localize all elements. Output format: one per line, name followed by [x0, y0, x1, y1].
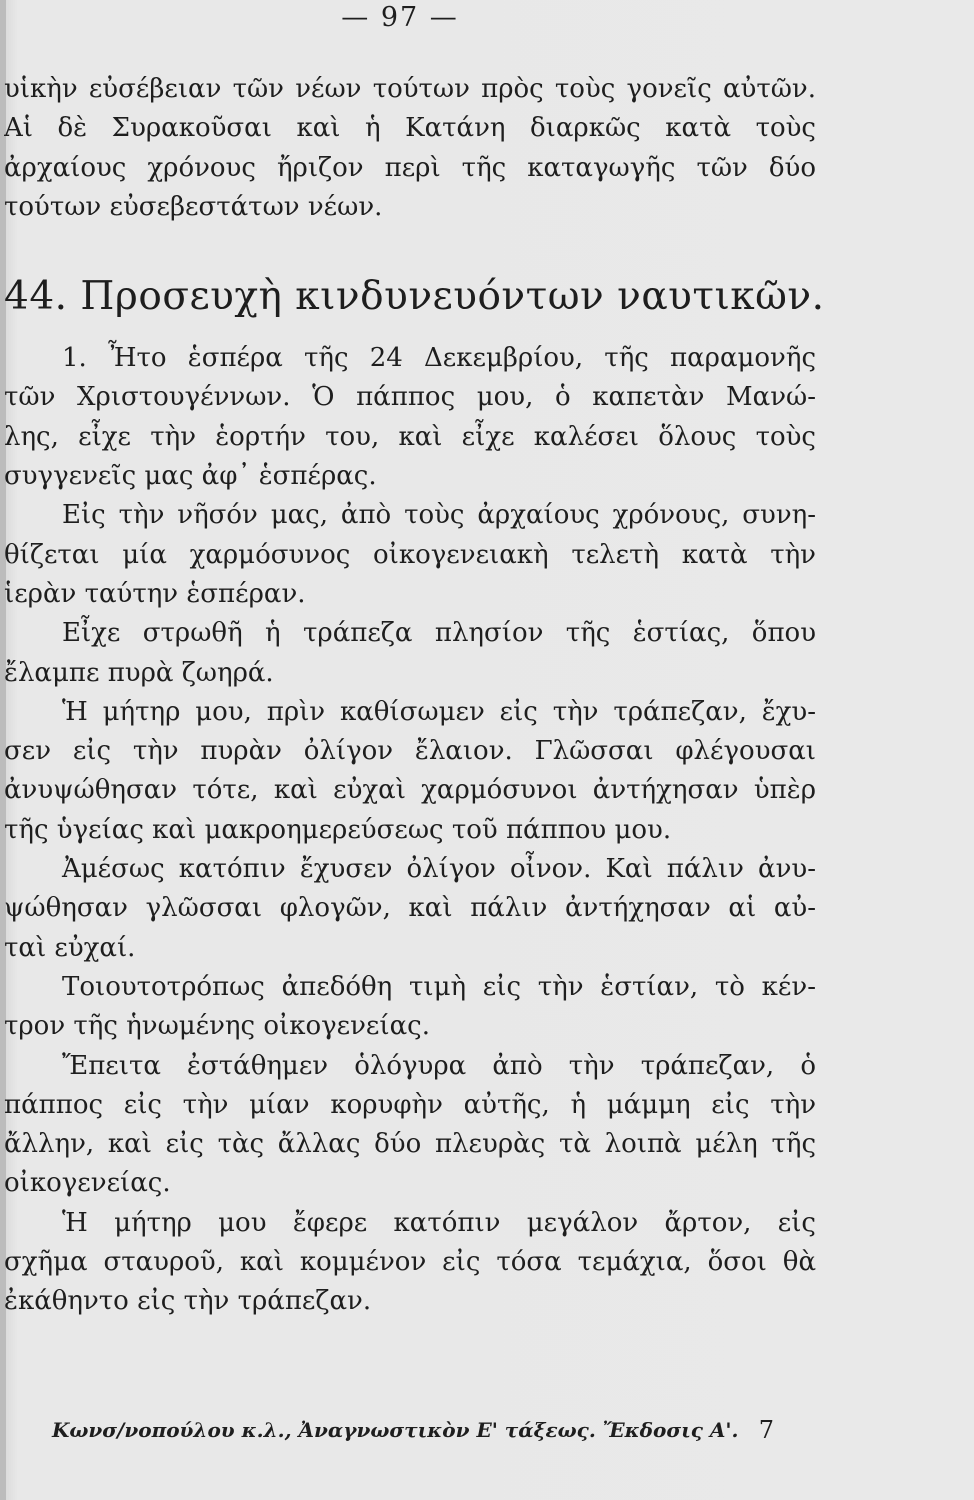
text-line: Ἀμέσως κατόπιν ἔχυσεν ὀλίγον οἶνον. Καὶ πάλιν ἀνυ- — [62, 854, 816, 885]
text-line: Ἔπειτα ἐστάθημεν ὁλόγυρα ἀπὸ τὴν τράπεζαν, ὁ — [62, 1050, 816, 1081]
text-line: Εἰς τὴν νῆσόν μας, ἀπὸ τοὺς ἀρχαίους χρόνους, συνη- — [62, 500, 816, 531]
text-line: Αἱ δὲ Συρακοῦσαι καὶ ἡ Κατάνη διαρκῶς κατὰ τοὺς — [4, 113, 816, 144]
text-line: ἱερὰν ταύτην ἑσπέραν. — [4, 578, 306, 609]
text-line: πάππος εἰς τὴν μίαν κορυφὴν αὐτῆς, ἡ μάμμη εἰς τὴν — [4, 1089, 816, 1120]
text-line: Εἶχε στρωθῆ ἡ τράπεζα πλησίον τῆς ἑστίας, ὅπου — [62, 618, 816, 649]
text-line: οἰκογενείας. — [4, 1168, 171, 1199]
page-text — [4, 70, 825, 1322]
footer-citation: Κωνσ/νοπούλου κ.λ., Ἀναγνωστικὸν Ε' τάξεως. Ἔκδοσις Α'. — [52, 1418, 739, 1442]
heading-spacer — [4, 227, 816, 247]
text-line: λης, εἶχε τὴν ἑορτήν του, καὶ εἶχε καλέσει ὅλους τοὺς — [4, 421, 816, 452]
text-line: θίζεται μία χαρμόσυνος οἰκογενειακὴ τελετὴ κατὰ τὴν — [4, 539, 816, 570]
text-line: Ἡ μήτηρ μου, πρὶν καθίσωμεν εἰς τὴν τράπεζαν, ἔχυ- — [62, 696, 816, 727]
text-line: 1. Ἦτο ἑσπέρα τῆς 24 Δεκεμβρίου, τῆς παραμονῆς — [62, 343, 816, 374]
text-line: συγγενεῖς μας ἀφ᾽ ἑσπέρας. — [4, 461, 377, 492]
printer-signature-mark: 7 — [758, 1416, 774, 1444]
text-line: Τοιουτοτρόπως ἀπεδόθη τιμὴ εἰς τὴν ἑστίαν, τὸ κέν- — [62, 971, 816, 1002]
footer-signature-line — [52, 1418, 812, 1442]
text-line: ἄλλην, καὶ εἰς τὰς ἄλλας δύο πλευρὰς τὰ λοιπὰ μέλη τῆς — [4, 1129, 816, 1160]
text-line: ἐκάθηντο εἰς τὴν τράπεζαν. — [4, 1286, 372, 1317]
text-line: ἔλαμπε πυρὰ ζωηρά. — [4, 657, 274, 688]
text-line: ταὶ εὐχαί. — [4, 932, 136, 963]
text-line: ἀρχαίους χρόνους ἤριζον περὶ τῆς καταγωγῆς τῶν δύο — [4, 152, 816, 183]
text-line: τῆς ὑγείας καὶ μακροημερεύσεως τοῦ πάππου μου. — [4, 814, 672, 845]
text-line: τρον τῆς ἡνωμένης οἰκογενείας. — [4, 1011, 430, 1042]
page-number: — 97 — — [341, 2, 459, 33]
text-line: τούτων εὐσεβεστάτων νέων. — [4, 191, 383, 222]
text-line: υἱκὴν εὐσέβειαν τῶν νέων τούτων πρὸς τοὺς γονεῖς αὐτῶν. — [4, 74, 816, 104]
text-line: ψώθησαν γλῶσσαι φλογῶν, καὶ πάλιν ἀντήχησαν αἱ αὐ- — [4, 893, 816, 924]
section-title: 44. Προσευχὴ κινδυνευόντων ναυτικῶν. — [4, 274, 825, 320]
section-body — [4, 339, 816, 1321]
text-line: σεν εἰς τὴν πυρὰν ὀλίγον ἔλαιον. Γλῶσσαι φλέγουσαι — [4, 736, 816, 767]
text-line: ἀνυψώθησαν τότε, καὶ εὐχαὶ χαρμόσυνοι ἀντήχησαν ὑπὲρ — [4, 775, 816, 806]
intro-paragraph — [4, 70, 816, 227]
text-line: Ἡ μήτηρ μου ἔφερε κατόπιν μεγάλον ἄρτον, εἰς — [62, 1207, 816, 1238]
text-line: σχῆμα σταυροῦ, καὶ κομμένον εἰς τόσα τεμάχια, ὅσοι θὰ — [4, 1247, 816, 1278]
text-line: τῶν Χριστουγέννων. Ὁ πάππος μου, ὁ καπετὰν Μανώ- — [4, 382, 816, 413]
